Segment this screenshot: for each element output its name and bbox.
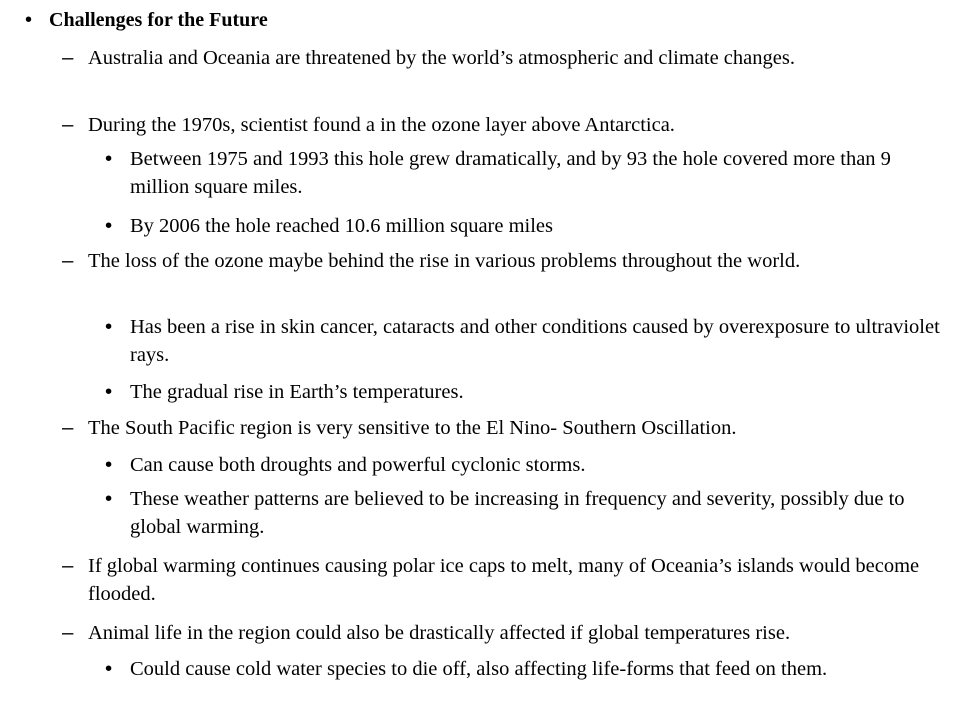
list-item (62, 44, 950, 72)
list-item (105, 655, 945, 683)
list-item-text: Between 1975 and 1993 this hole grew dramatically, and by 93 the hole covered more than 9 million square miles. (130, 148, 891, 198)
list-item (105, 451, 945, 479)
list-item-text: Animal life in the region could also be drastically affected if global temperatures rise. (88, 622, 791, 644)
list-item-text: By 2006 the hole reached 10.6 million square miles (130, 215, 554, 237)
bullet-icon: • (105, 380, 113, 403)
dash-bullet-icon: – (62, 249, 74, 272)
list-item-text: These weather patterns are believed to be increasing in frequency and severity, possibly due to global warming. (130, 488, 905, 538)
bullet-icon: • (105, 453, 113, 476)
bullet-icon: • (105, 657, 113, 680)
bullet-icon: • (105, 147, 113, 170)
list-item (62, 247, 950, 275)
list-item (62, 414, 950, 442)
dash-bullet-icon: – (62, 416, 74, 439)
list-item (105, 212, 945, 240)
list-item-text: Can cause both droughts and powerful cyclonic storms. (130, 454, 586, 476)
list-item (105, 313, 945, 369)
bullet-icon: • (105, 315, 113, 338)
dash-bullet-icon: – (62, 113, 74, 136)
list-item-text: The gradual rise in Earth’s temperatures. (130, 381, 464, 403)
list-item-text: During the 1970s, scientist found a in the ozone layer above Antarctica. (88, 114, 675, 136)
bullet-icon: • (105, 487, 113, 510)
list-item-text: The loss of the ozone maybe behind the rise in various problems throughout the world. (88, 250, 801, 272)
heading-row (25, 7, 945, 33)
list-item-text: The South Pacific region is very sensitive to the El Nino- Southern Oscillation. (88, 417, 737, 439)
dash-bullet-icon: – (62, 621, 74, 644)
list-item (105, 485, 945, 541)
slide-heading: Challenges for the Future (49, 9, 268, 31)
bullet-icon: • (25, 9, 33, 31)
bullet-icon: • (105, 214, 113, 237)
list-item-text: If global warming continues causing polar ice caps to melt, many of Oceania’s islands would become flooded. (88, 555, 920, 605)
list-item-text: Has been a rise in skin cancer, cataracts and other conditions caused by overexposure to ultraviolet rays. (130, 316, 940, 366)
list-item (62, 111, 950, 139)
dash-bullet-icon: – (62, 554, 74, 577)
list-item-text: Australia and Oceania are threatened by the world’s atmospheric and climate changes. (88, 47, 795, 69)
list-item (105, 145, 945, 201)
list-item (62, 619, 950, 647)
list-item (105, 378, 945, 406)
dash-bullet-icon: – (62, 46, 74, 69)
list-item (62, 552, 950, 608)
list-item-text: Could cause cold water species to die off, also affecting life-forms that feed on them. (130, 658, 828, 680)
